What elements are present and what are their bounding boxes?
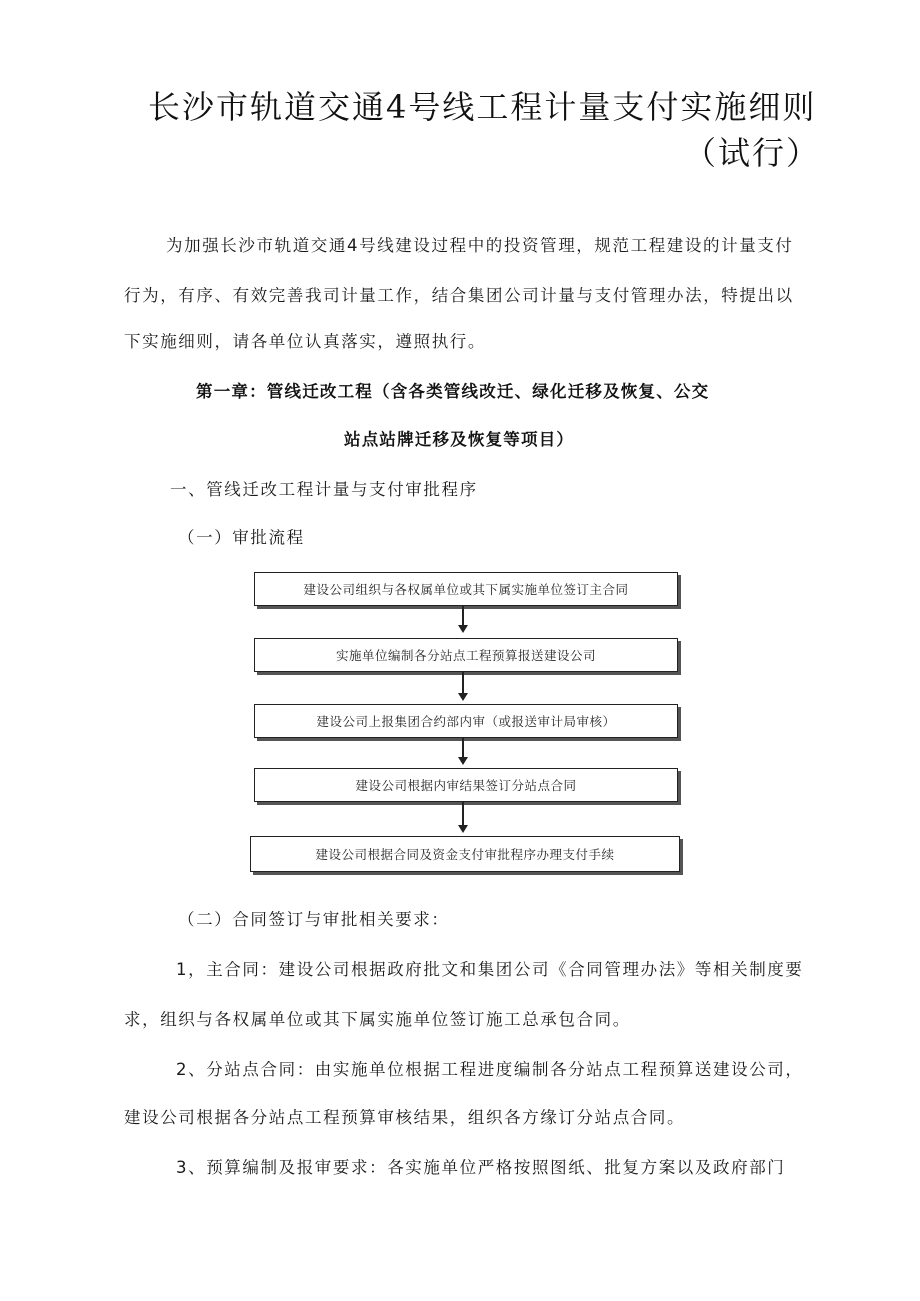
item-1-line-2: 求，组织与各权属单位或其下属实施单位签订施工总承包合同。 bbox=[124, 1010, 631, 1029]
document-title: 长沙市轨道交通4号线工程计量支付实施细则 bbox=[148, 88, 817, 126]
flow-arrow-1 bbox=[462, 606, 464, 626]
intro-line-1: 为加强长沙市轨道交通4号线建设过程中的投资管理，规范工程建设的计量支付 bbox=[166, 236, 794, 255]
flow-arrow-2 bbox=[462, 672, 464, 694]
flow-arrow-head-2 bbox=[458, 693, 468, 701]
flow-arrow-4 bbox=[462, 802, 464, 826]
flow-arrow-head-1 bbox=[458, 625, 468, 633]
flow-step-5: 建设公司根据合同及资金支付审批程序办理支付手续 bbox=[250, 836, 680, 872]
flow-step-4: 建设公司根据内审结果签订分站点合同 bbox=[254, 768, 678, 802]
intro-line-3: 下实施细则，请各单位认真落实，遵照执行。 bbox=[124, 332, 486, 351]
requirements-heading: （二）合同签订与审批相关要求： bbox=[178, 910, 450, 929]
section-heading: 一、管线迁改工程计量与支付审批程序 bbox=[170, 480, 478, 499]
chapter-heading-line-1: 第一章：管线迁改工程（含各类管线改迁、绿化迁移及恢复、公交 bbox=[196, 382, 710, 401]
flow-arrow-head-3 bbox=[458, 757, 468, 765]
chapter-heading-line-2: 站点站牌迁移及恢复等项目） bbox=[344, 430, 575, 449]
intro-line-2: 行为，有序、有效完善我司计量工作，结合集团公司计量与支付管理办法，特提出以 bbox=[124, 286, 794, 305]
flow-arrow-head-4 bbox=[458, 825, 468, 833]
flow-step-2: 实施单位编制各分站点工程预算报送建设公司 bbox=[254, 638, 678, 672]
item-2-line-1: 2、分站点合同：由实施单位根据工程进度编制各分站点工程预算送建设公司， bbox=[176, 1060, 804, 1079]
subsection-heading: （一）审批流程 bbox=[178, 528, 305, 547]
item-2-line-2: 建设公司根据各分站点工程预算审核结果，组织各方缘订分站点合同。 bbox=[124, 1108, 686, 1127]
item-1-line-1: 1，主合同：建设公司根据政府批文和集团公司《合同管理办法》等相关制度要 bbox=[176, 960, 804, 979]
document-title-suffix: （试行） bbox=[684, 134, 821, 172]
flow-step-1: 建设公司组织与各权属单位或其下属实施单位签订主合同 bbox=[254, 572, 678, 606]
flow-arrow-3 bbox=[462, 738, 464, 758]
item-3-line-1: 3、预算编制及报审要求：各实施单位严格按照图纸、批复方案以及政府部门 bbox=[176, 1158, 786, 1177]
flow-step-3: 建设公司上报集团合约部内审（或报送审计局审核） bbox=[254, 704, 678, 738]
